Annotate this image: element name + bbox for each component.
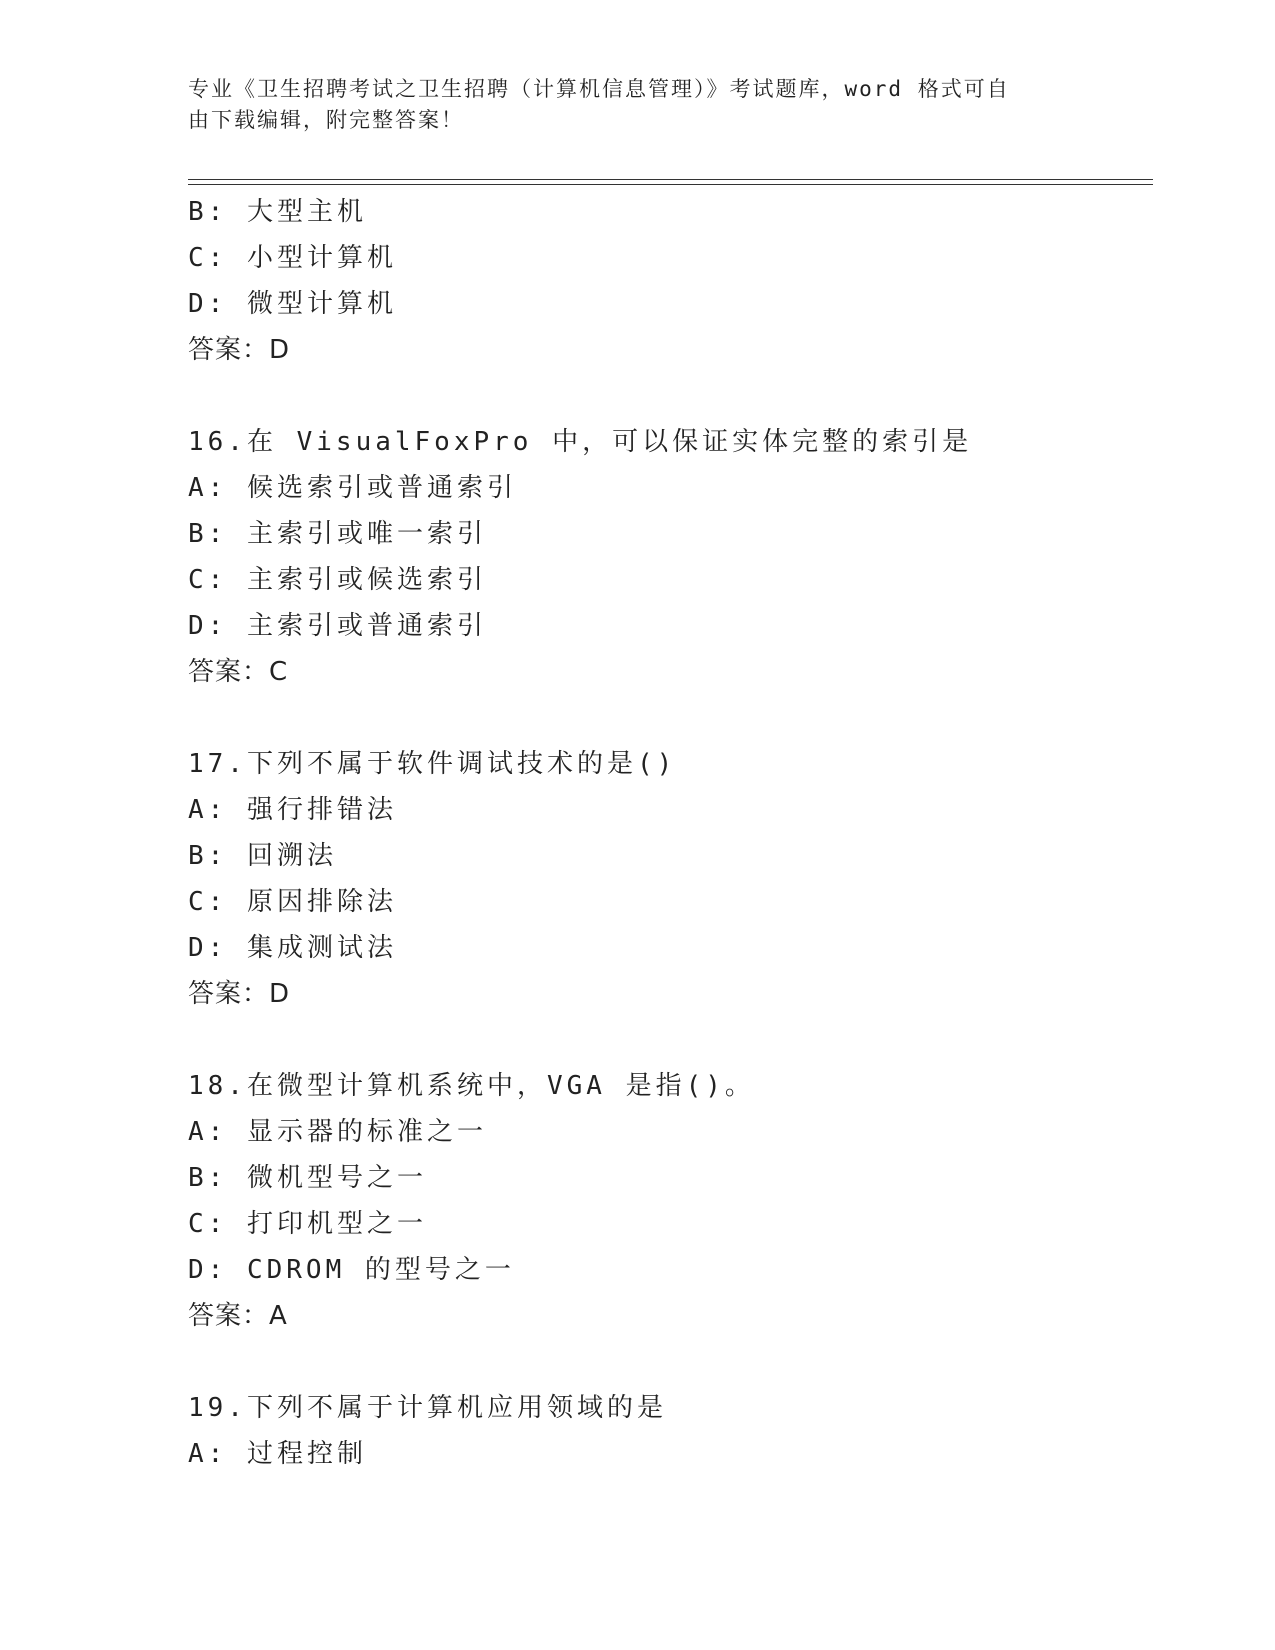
option-b: B: 主索引或唯一索引 [188, 519, 487, 549]
option-d: D: 主索引或普通索引 [188, 611, 487, 641]
question-17 [188, 741, 1153, 1017]
option-b: B: 大型主机 [188, 197, 367, 227]
option-d: D: CDROM 的型号之一 [188, 1255, 515, 1285]
option-a: A: 候选索引或普通索引 [188, 473, 517, 503]
option-a: A: 强行排错法 [188, 795, 397, 825]
question-text: 19.下列不属于计算机应用领域的是 [188, 1393, 667, 1423]
answer-line: 答案：C [188, 657, 289, 687]
option-a: A: 显示器的标准之一 [188, 1117, 487, 1147]
spacer [188, 1017, 1153, 1063]
header-divider-bottom [188, 184, 1153, 185]
option-d: D: 微型计算机 [188, 289, 397, 319]
question-text: 18.在微型计算机系统中，VGA 是指()。 [188, 1071, 755, 1101]
option-b: B: 微机型号之一 [188, 1163, 427, 1193]
header-divider-top [188, 179, 1153, 180]
option-b: B: 回溯法 [188, 841, 337, 871]
spacer [188, 373, 1153, 419]
question-list [188, 189, 1153, 1477]
header-line-2: 由下载编辑，附完整答案！ [188, 108, 464, 132]
document-header [188, 74, 1068, 136]
option-d: D: 集成测试法 [188, 933, 397, 963]
option-c: C: 原因排除法 [188, 887, 397, 917]
option-c: C: 主索引或候选索引 [188, 565, 487, 595]
question-18 [188, 1063, 1153, 1339]
question-16 [188, 419, 1153, 695]
option-c: C: 小型计算机 [188, 243, 397, 273]
answer-line: 答案：D [188, 335, 291, 365]
header-line-1: 专业《卫生招聘考试之卫生招聘（计算机信息管理）》考试题库，word 格式可自 [188, 77, 1010, 101]
spacer [188, 1339, 1153, 1385]
option-a: A: 过程控制 [188, 1439, 367, 1469]
question-19 [188, 1385, 1153, 1477]
answer-line: 答案：A [188, 1301, 288, 1331]
spacer [188, 695, 1153, 741]
question-15-continued [188, 189, 1153, 373]
answer-line: 答案：D [188, 979, 291, 1009]
question-text: 16.在 VisualFoxPro 中，可以保证实体完整的索引是 [188, 427, 973, 457]
option-c: C: 打印机型之一 [188, 1209, 427, 1239]
question-text: 17.下列不属于软件调试技术的是() [188, 749, 677, 779]
